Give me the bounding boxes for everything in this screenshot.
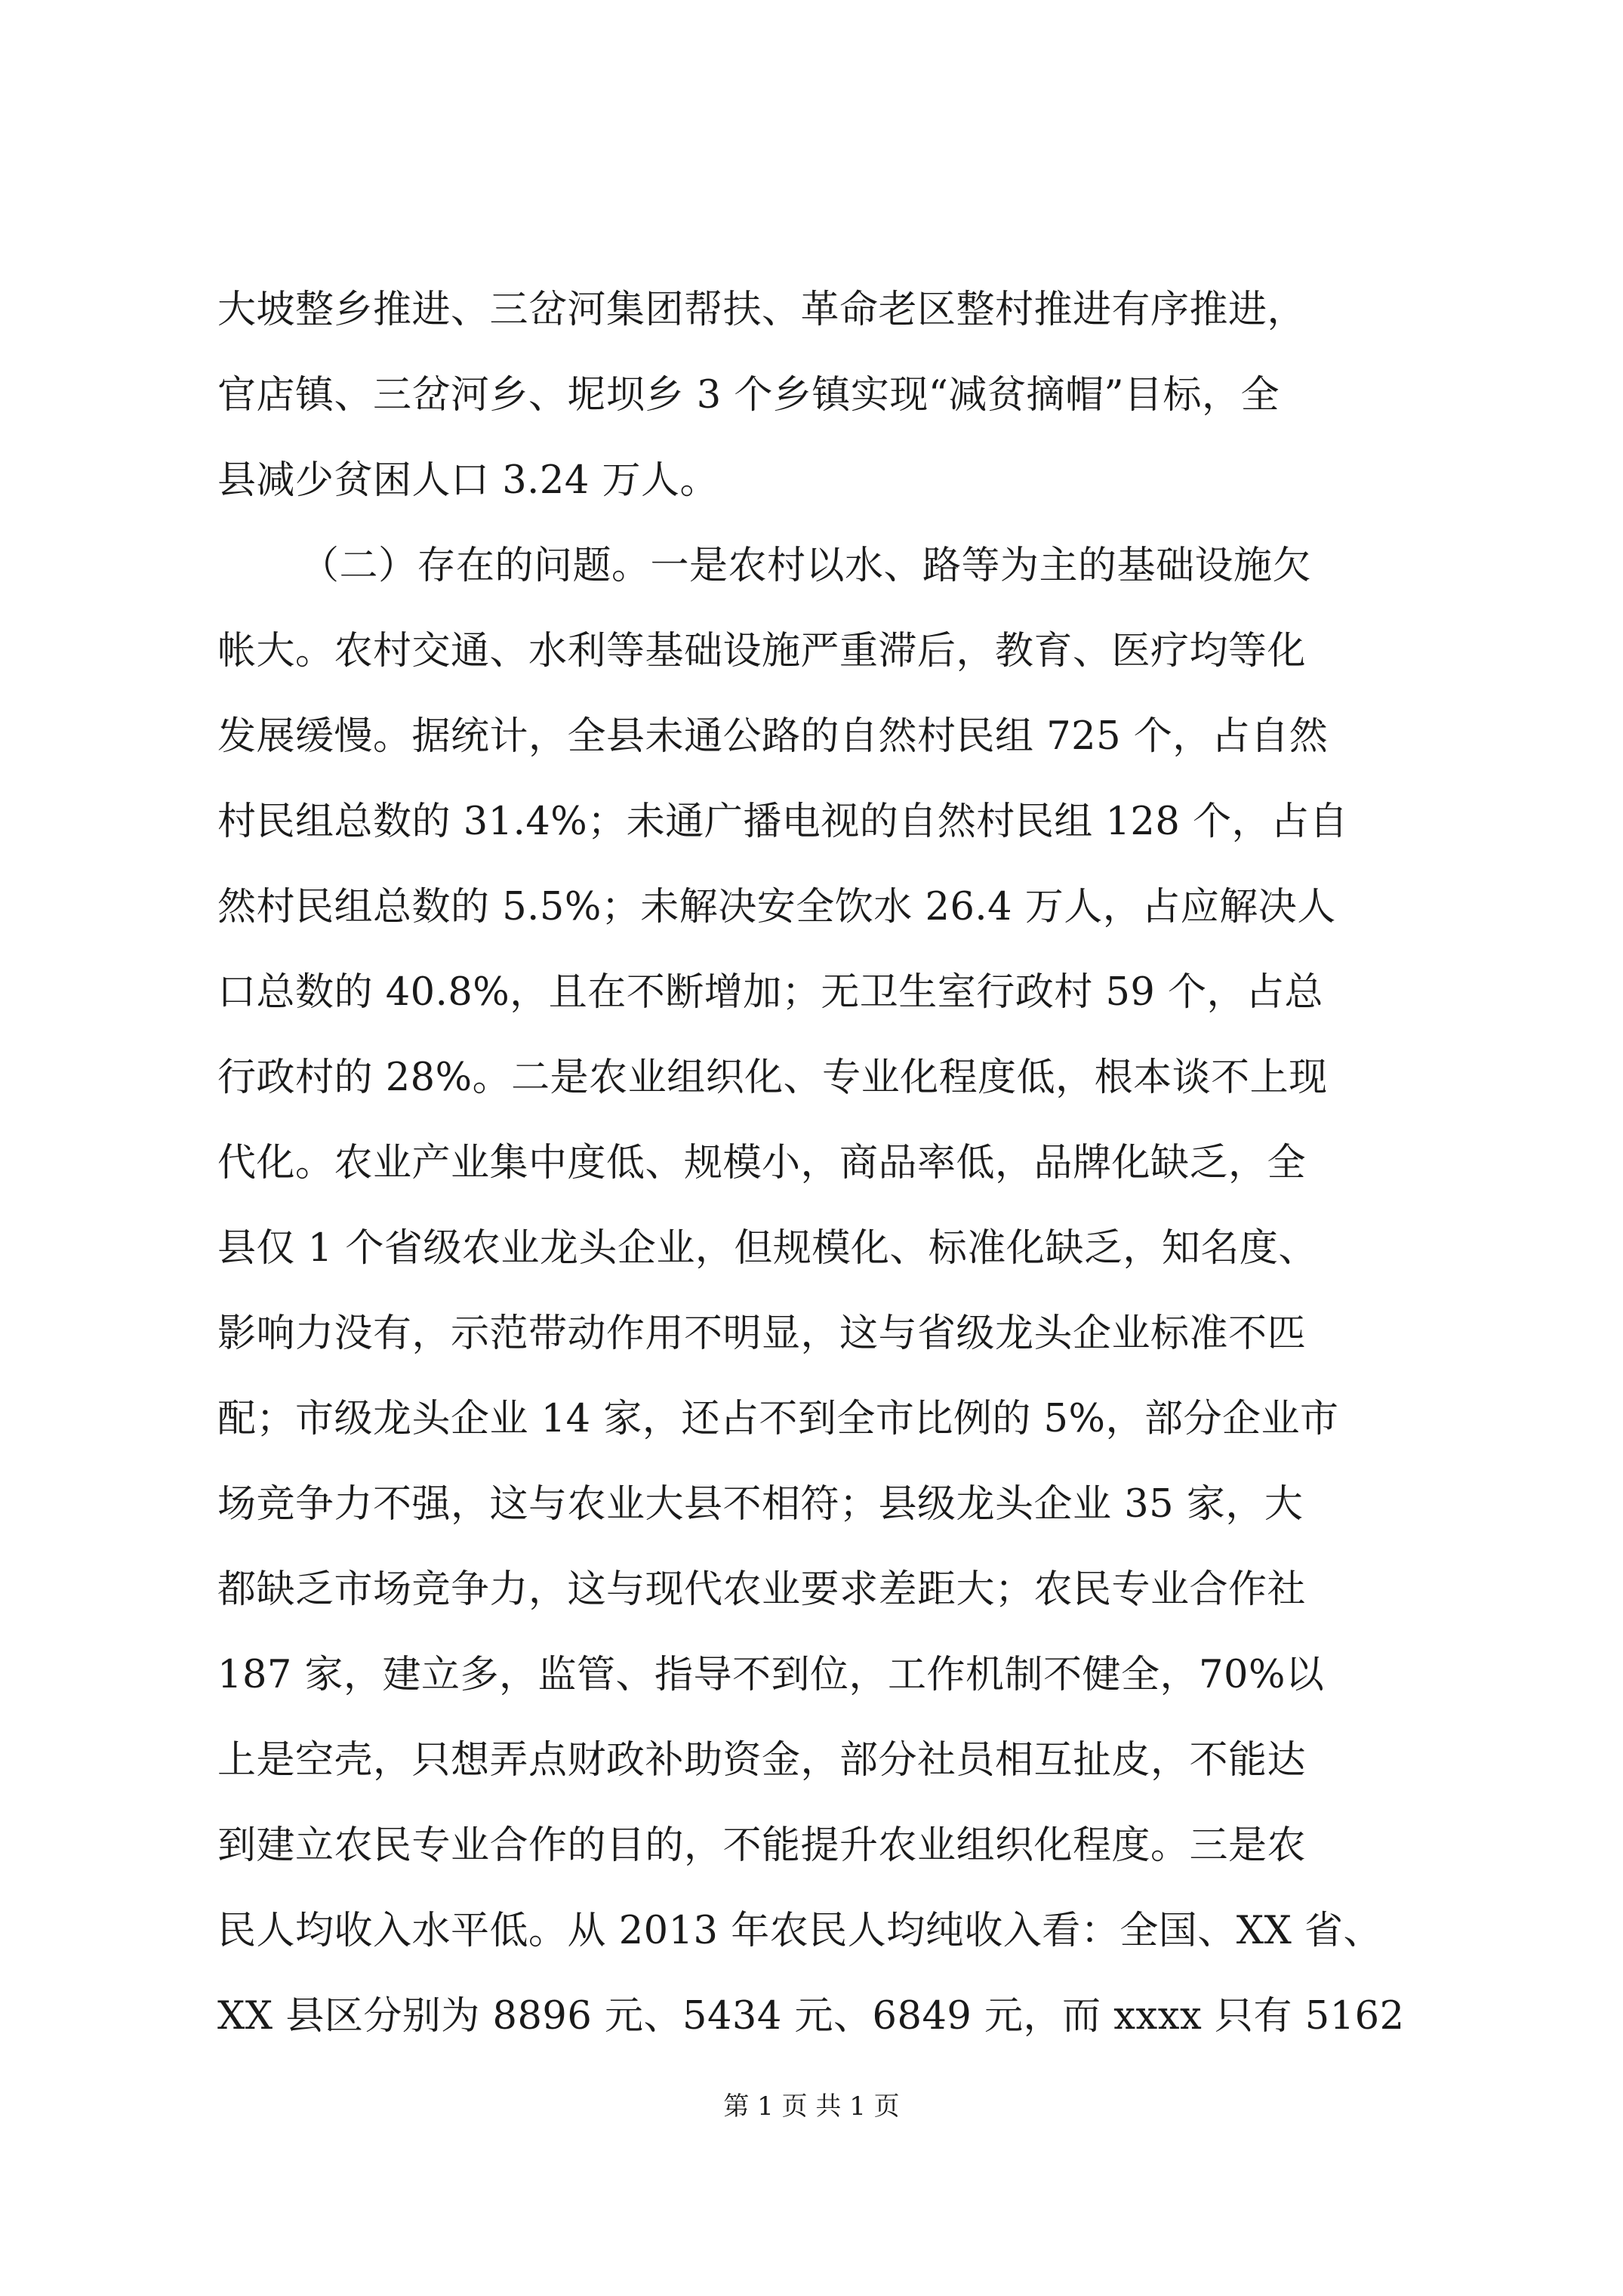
page-number-footer: 第 1 页 共 1 页 [723,2091,900,2122]
text-line: 场竞争力不强，这与农业大县不相符；县级龙头企业 35 家，大 [217,1482,1304,1527]
text-line: 大坡整乡推进、三岔河集团帮扶、革命老区整村推进有序推进， [217,288,1307,332]
text-line: 口总数的 40.8%，且在不断增加；无卫生室行政村 59 个，占总 [217,970,1324,1015]
text-line: 代化。农业产业集中度低、规模小，商品率低，品牌化缺乏，全 [217,1141,1307,1185]
text-line: 配；市级龙头企业 14 家，还占不到全市比例的 5%，部分企业市 [217,1397,1339,1441]
text-line: 影响力没有，示范带动作用不明显，这与省级龙头企业标准不匹 [217,1311,1307,1356]
text-line: 县仅 1 个省级农业龙头企业，但规模化、标准化缺乏，知名度、 [217,1226,1317,1271]
text-line: 上是空壳，只想弄点财政补助资金，部分社员相互扯皮，不能达 [217,1738,1307,1783]
text-line: 民人均收入水平低。从 2013 年农民人均纯收入看：全国、XX 省、 [217,1909,1383,1953]
paragraph-start-line: （二）存在的问题。一是农村以水、路等为主的基础设施欠 [300,544,1312,588]
text-line: 官店镇、三岔河乡、坭坝乡 3 个乡镇实现“减贫摘帽”目标，全 [217,373,1280,418]
text-line: 村民组总数的 31.4%；未通广播电视的自然村民组 128 个，占自 [217,800,1348,844]
text-line: 187 家，建立多，监管、指导不到位，工作机制不健全，70%以 [217,1653,1325,1697]
body-text [217,267,1425,2059]
text-line: 发展缓慢。据统计，全县未通公路的自然村民组 725 个，占自然 [217,714,1329,759]
text-line: 都缺乏市场竞争力，这与现代农业要求差距大；农民专业合作社 [217,1567,1307,1612]
text-line: 然村民组总数的 5.5%；未解决安全饮水 26.4 万人，占应解决人 [217,885,1336,929]
text-line: 县减少贫困人口 3.24 万人。 [217,458,719,503]
text-line: 到建立农民专业合作的目的，不能提升农业组织化程度。三是农 [217,1823,1307,1868]
text-line: 行政村的 28%。二是农业组织化、专业化程度低，根本谈不上现 [217,1056,1328,1100]
text-line: XX 县区分别为 8896 元、5434 元、6849 元，而 xxxx 只有 5162 [217,1994,1405,2039]
text-line: 帐大。农村交通、水利等基础设施严重滞后，教育、医疗均等化 [217,629,1307,673]
